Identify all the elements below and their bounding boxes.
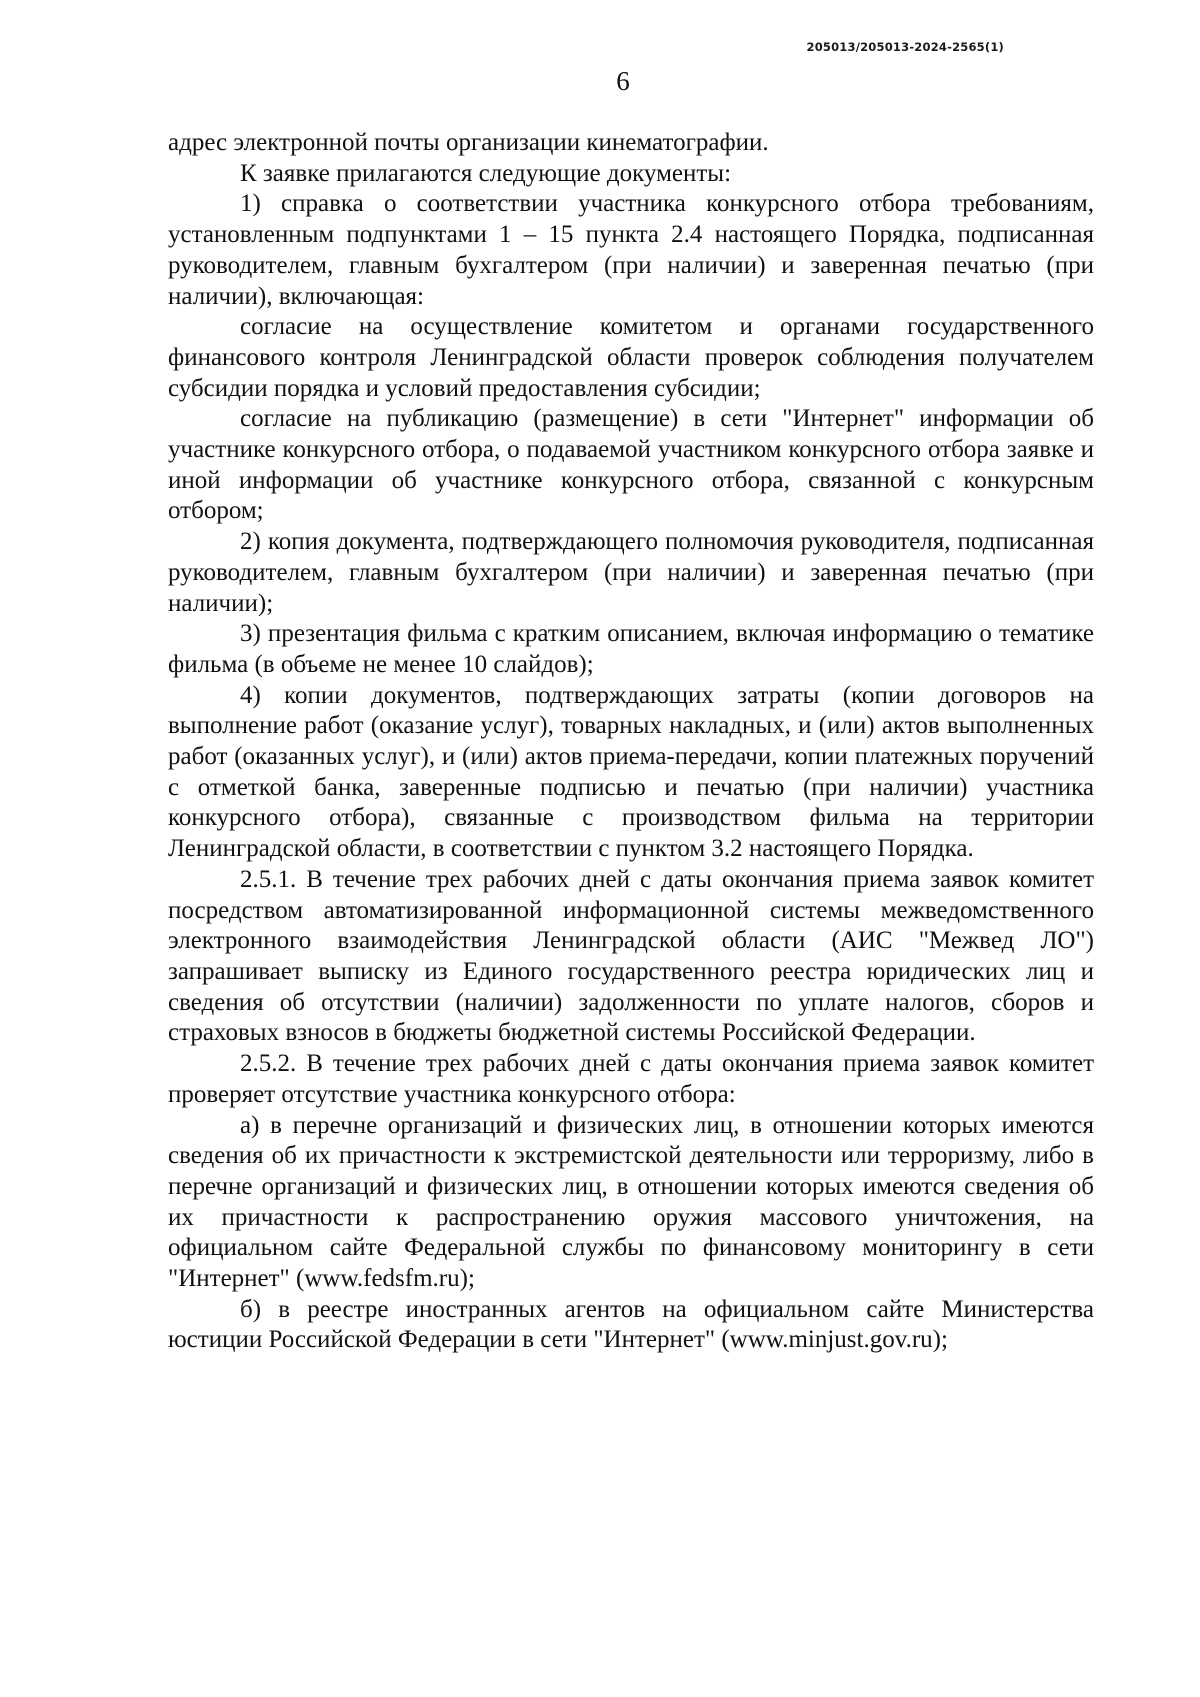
paragraph: а) в перечне организаций и физических лиц, в отношении которых имеются сведения об их причастности к экстремистской деятельности или терроризму, либо в перечне организаций и физических лиц, в отношении которых имеются сведения об их причастности к распространению оружия массового уничтожения, на официальном сайте Федеральной службы по финансовому мониторингу в сети "Интернет" (www.fedsfm.ru);	[168, 1111, 1094, 1293]
document-body	[168, 128, 1094, 1356]
document-id: 205013/205013-2024-2565(1)	[806, 40, 1004, 54]
paragraph: б) в реестре иностранных агентов на официальном сайте Министерства юстиции Российской Федерации в сети "Интернет" (www.minjust.gov.ru);	[168, 1295, 1094, 1354]
paragraph: согласие на публикацию (размещение) в сети "Интернет" информации об участнике конкурсного отбора, о подаваемой участником конкурсного отбора заявке и иной информации об участнике конкурсного отбора, связанной с конкурсным отбором;	[168, 405, 1094, 525]
paragraph: 3) презентация фильма с кратким описанием, включая информацию о тематике фильма (в объеме не менее 10 слайдов);	[168, 620, 1094, 678]
paragraph: адрес электронной почты организации кинематографии.	[168, 129, 769, 156]
paragraph: 4) копии документов, подтверждающих затраты (копии договоров на выполнение работ (оказание услуг), товарных накладных, и (или) актов выполненных работ (оказанных услуг), и (или) актов приема-передачи, копии платежных поручений с отметкой банка, заверенные подписью и печатью (при наличии) участника конкурсного отбора), связанные с производством фильма на территории Ленинградской области, в соответствии с пунктом 3.2 настоящего Порядка.	[168, 681, 1094, 863]
paragraph: согласие на осуществление комитетом и органами государственного финансового контроля Ленинградской области проверок соблюдения получателем субсидии порядка и условий предоставления субсидии;	[168, 313, 1094, 402]
paragraph: К заявке прилагаются следующие документы:	[240, 159, 732, 187]
paragraph: 2) копия документа, подтверждающего полномочия руководителя, подписанная руководителем, главным бухгалтером (при наличии) и заверенная печатью (при наличии);	[168, 528, 1094, 617]
page-number: 6	[616, 66, 630, 96]
paragraph: 1) справка о соответствии участника конкурсного отбора требованиям, установленным подпунктами 1 – 15 пункта 2.4 настоящего Порядка, подписанная руководителем, главным бухгалтером (при наличии) и заверенная печатью (при наличии), включающая:	[168, 190, 1094, 310]
paragraph: 2.5.1. В течение трех рабочих дней с даты окончания приема заявок комитет посредством автоматизированной информационной системы межведомственного электронного взаимодействия Ленинградской области (АИС "Межвед ЛО") запрашивает выписку из Единого государственного реестра юридических лиц и сведения об отсутствии (наличии) задолженности по уплате налогов, сборов и страховых взносов в бюджеты бюджетной системы Российской Федерации.	[168, 865, 1094, 1047]
paragraph: 2.5.2. В течение трех рабочих дней с даты окончания приема заявок комитет проверяет отсутствие участника конкурсного отбора:	[168, 1050, 1094, 1108]
